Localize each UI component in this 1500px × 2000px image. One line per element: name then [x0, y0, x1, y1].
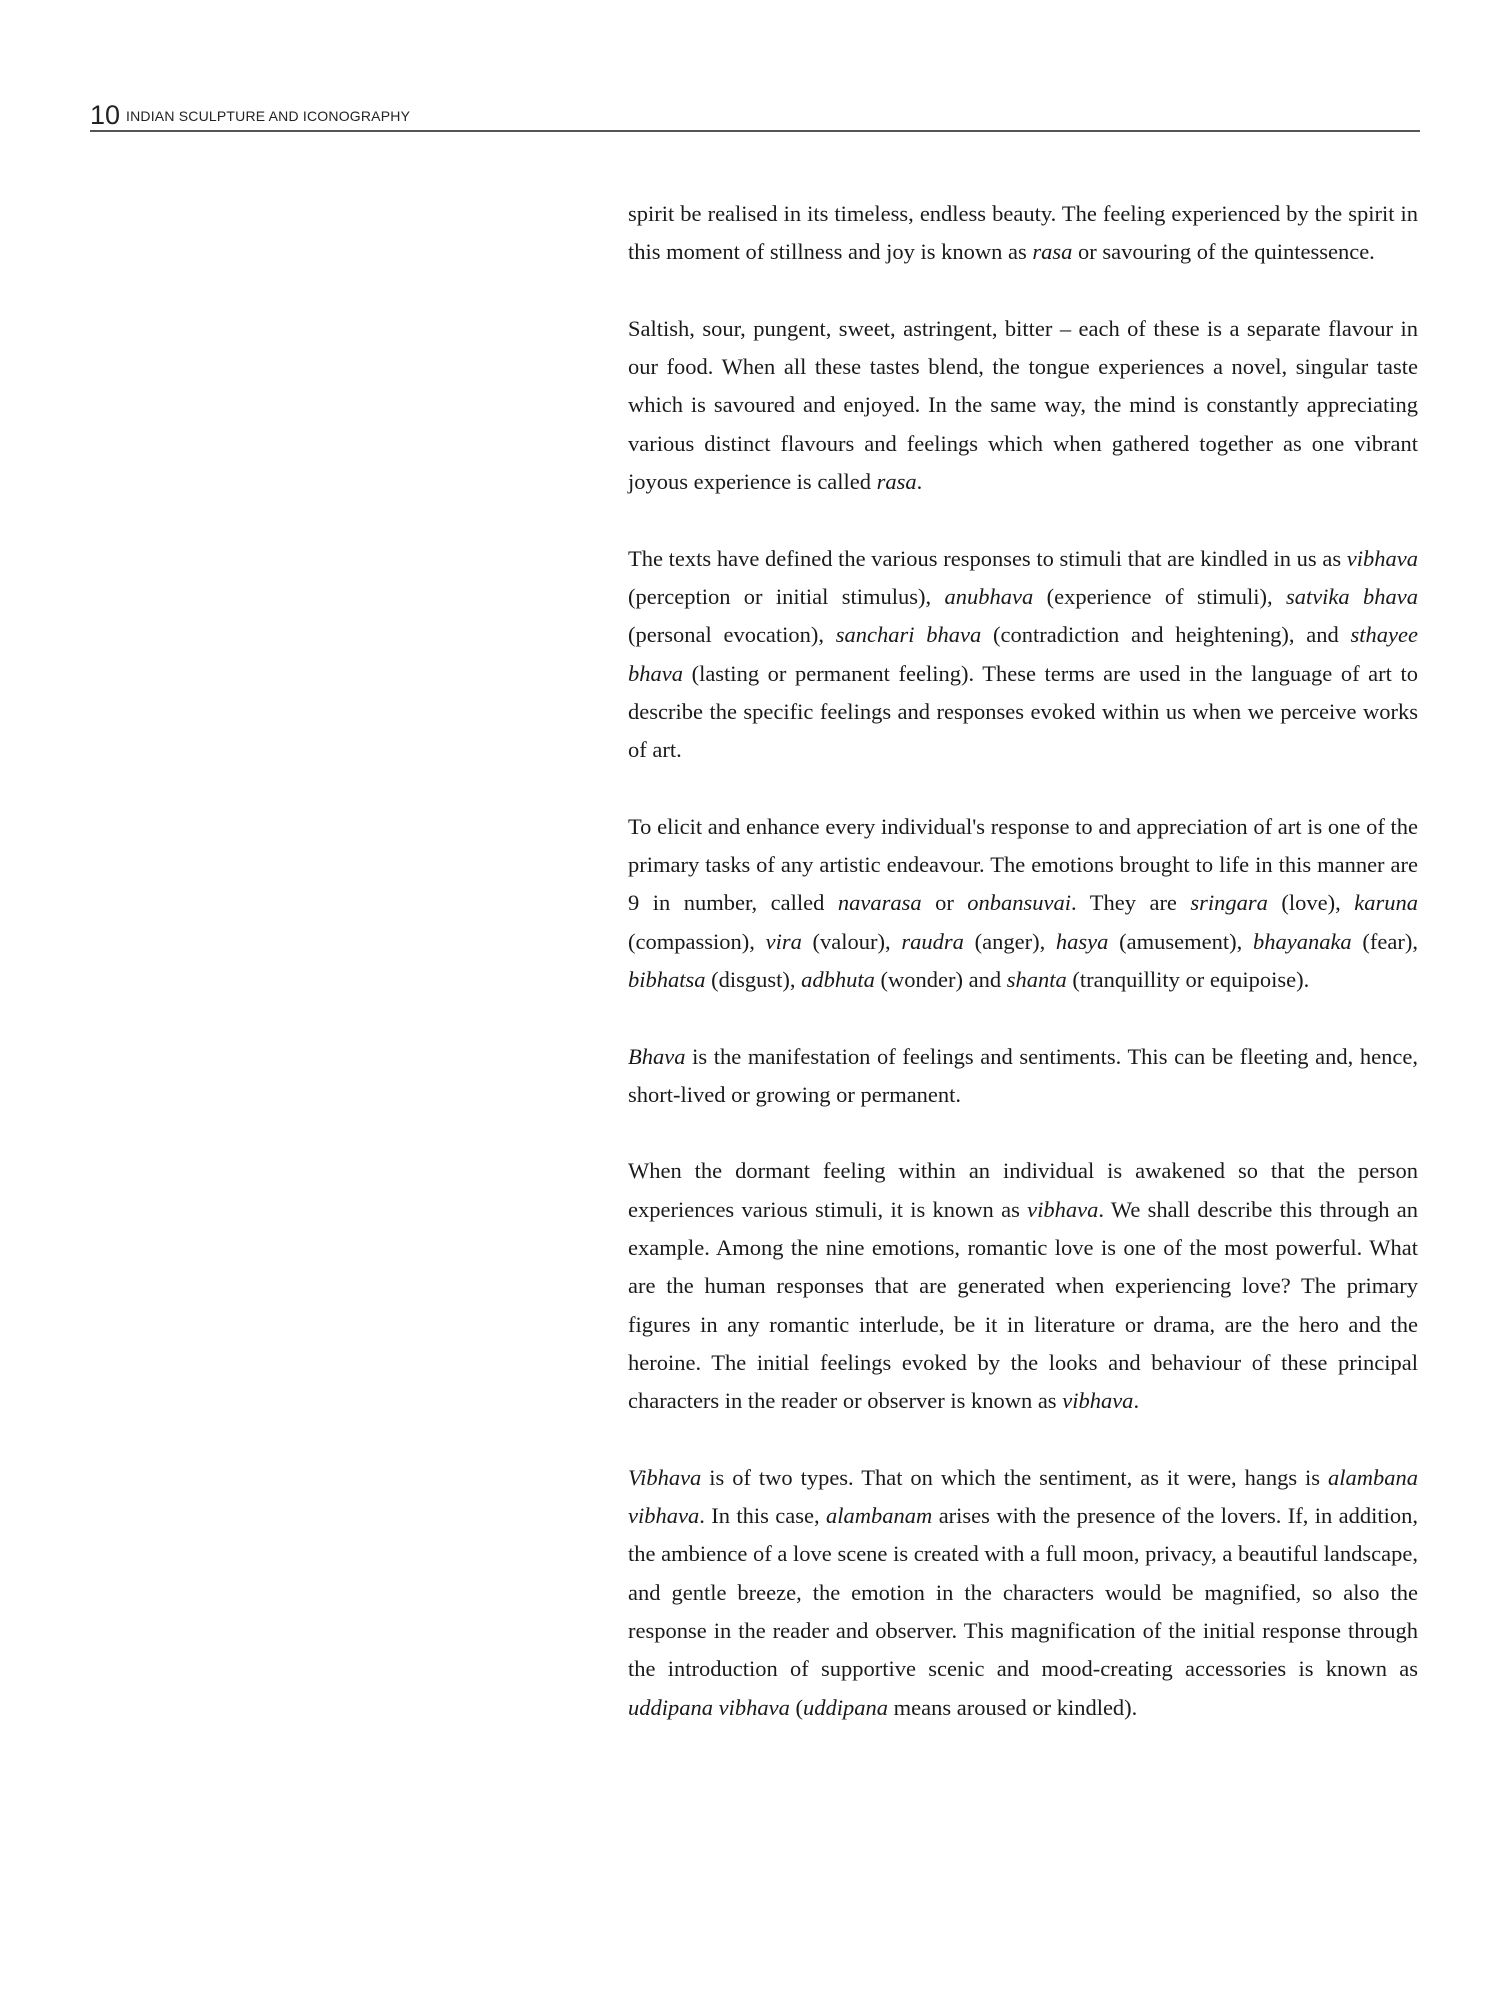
italic-term: vira [765, 928, 802, 954]
text-run: ( [789, 1694, 803, 1720]
italic-term: shanta [1006, 966, 1067, 992]
text-run: . We shall describe this through an example. Among the nine emotions, romantic love is one of the most powerful. What are the human responses that are generated when experiencing love? The primary figures in any romantic interlude, be it in literature or drama, are the hero and the heroine. The initial feelings evoked by the looks and behaviour of these principal characters in the reader or observer is known as [628, 1196, 1418, 1414]
text-run: . [1133, 1388, 1140, 1414]
text-run: When the dormant feeling within an individual is awakened so that the person experiences various stimuli, it is known as [628, 1158, 1418, 1222]
italic-term: vibhava [1062, 1388, 1134, 1414]
italic-term: bibhatsa [628, 966, 706, 992]
italic-term: satvika bhava [1285, 583, 1419, 609]
page-header [90, 100, 1420, 130]
text-run: Saltish, sour, pungent, sweet, astringent, bitter – each of these is a separate flavour in our food. When all these tastes blend, the tongue experiences a novel, singular taste which is savoured and enjoyed. In the same way, the mind is constantly appreciating various distinct flavours and feelings which when gathered together as one vibrant joyous experience is called [628, 315, 1418, 495]
text-run: (love), [1267, 890, 1355, 916]
italic-term: navarasa [837, 890, 922, 916]
text-run: . They are [1071, 890, 1191, 916]
paragraph-6 [628, 1152, 1418, 1420]
text-run: The texts have defined the various responses to stimuli that are kindled in us as [628, 545, 1347, 571]
text-run: (disgust), [705, 966, 802, 992]
text-run: (wonder) and [874, 966, 1007, 992]
italic-term: sringara [1190, 890, 1268, 916]
page-number: 10 [90, 100, 121, 130]
paragraph-2 [628, 310, 1418, 501]
italic-term: Bhava [628, 1043, 686, 1069]
header-rule [90, 130, 1420, 132]
paragraph-4 [628, 808, 1418, 999]
paragraph-1 [628, 195, 1418, 272]
italic-term: uddipana vibhava [628, 1694, 790, 1720]
text-run: To elicit and enhance every individual's response to and appreciation of art is one of the primary tasks of any artistic endeavour. The emotions brought to life in this manner are 9 in number, called [628, 813, 1418, 916]
paragraph-3 [628, 540, 1418, 770]
text-run: (fear), [1351, 928, 1418, 954]
text-run: is of two types. That on which the sentiment, as it were, hangs is [701, 1464, 1328, 1490]
text-run: or savouring of the quintessence. [1072, 239, 1375, 265]
italic-term: rasa [1032, 239, 1073, 265]
text-run: or [921, 890, 968, 916]
text-run: (personal evocation), [628, 622, 836, 648]
text-run: (perception or initial stimulus), [628, 583, 945, 609]
italic-term: hasya [1055, 928, 1109, 954]
italic-term: adbhuta [801, 966, 875, 992]
italic-term: anubhava [944, 583, 1034, 609]
italic-term: vibhava [1027, 1196, 1099, 1222]
italic-term: vibhava [1346, 545, 1418, 571]
italic-term: uddipana [802, 1694, 888, 1720]
text-run: (experience of stimuli), [1033, 583, 1286, 609]
italic-term: alambanam [826, 1503, 933, 1529]
text-run: . [916, 469, 923, 495]
text-run: (valour), [801, 928, 902, 954]
text-run: (compassion), [628, 928, 766, 954]
italic-term: onbansuvai [967, 890, 1072, 916]
text-run: spirit be realised in its timeless, endless beauty. The feeling experienced by the spirit in this moment of stillness and joy is known as [628, 201, 1418, 265]
text-run: arises with the presence of the lovers. If, in addition, the ambience of a love scene is created with a full moon, privacy, a beautiful landscape, and gentle breeze, the emotion in the characters would be magnified, so also the response in the reader and observer. This magnification of the initial response through the introduction of supportive scenic and mood-creating accessories is known as [628, 1503, 1419, 1682]
running-title: INDIAN SCULPTURE AND ICONOGRAPHY [126, 108, 411, 124]
text-run: (contradiction and heightening), and [981, 622, 1351, 648]
italic-term: karuna [1354, 890, 1418, 916]
paragraph-5 [628, 1038, 1418, 1115]
italic-term: rasa [876, 469, 917, 495]
paragraph-7 [628, 1459, 1418, 1727]
text-run: (anger), [963, 928, 1056, 954]
text-run: (lasting or permanent feeling). These terms are used in the language of art to describe the specific feelings and responses evoked within us when we perceive works of art. [628, 660, 1418, 763]
italic-term: raudra [901, 928, 964, 954]
italic-term: sthayee bhava [628, 622, 1418, 686]
text-run: (tranquillity or equipoise). [1066, 966, 1310, 992]
italic-term: Vibhava [628, 1464, 702, 1490]
text-run: . In this case, [699, 1503, 827, 1529]
text-run: (amusement), [1108, 928, 1253, 954]
italic-term: bhayanaka [1252, 928, 1352, 954]
italic-term: sanchari bhava [835, 622, 982, 648]
body-text [628, 195, 1418, 1727]
text-run: is the manifestation of feelings and sentiments. This can be fleeting and, hence, short-lived or growing or permanent. [628, 1043, 1418, 1107]
italic-term: alambana vibhava [628, 1464, 1418, 1529]
text-run: means aroused or kindled). [888, 1694, 1138, 1720]
